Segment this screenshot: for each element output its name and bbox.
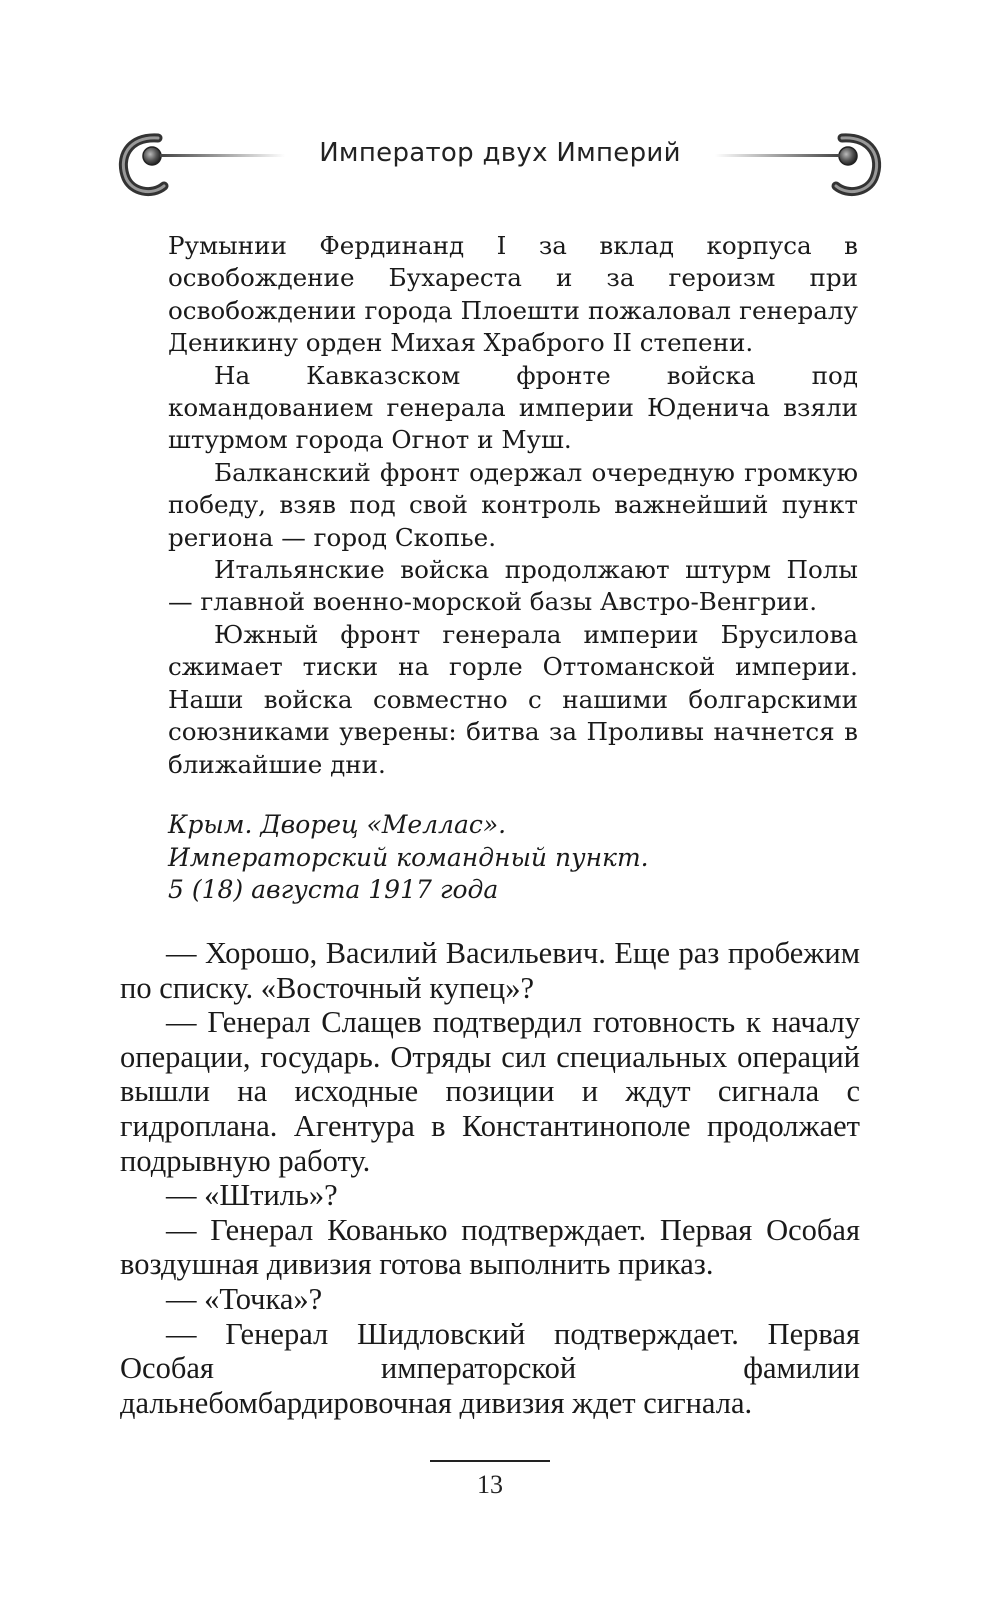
scroll-ornament-right-icon xyxy=(712,128,882,208)
bulletin-paragraph: Итальянские войска продолжают штурм Полы — главной военно-морской базы Австро-Венгрии. xyxy=(168,555,858,617)
scene-date: 5 (18) августа 1917 года xyxy=(168,875,499,904)
book-title: Император двух Империй xyxy=(319,138,681,168)
dialogue-line: — «Штиль»? xyxy=(166,1178,338,1213)
scene-heading xyxy=(168,809,868,907)
dialogue-line: — Генерал Шидловский подтверждает. Первая Особая императорской фамилии дальнебомбардировочная дивизия ждет сигнала. xyxy=(120,1316,860,1420)
page-number: 13 xyxy=(477,1470,503,1499)
footer-divider xyxy=(430,1460,550,1462)
dialogue-line: — Хорошо, Василий Васильевич. Еще раз пробежим по списку. «Восточный купец»? xyxy=(120,936,860,1005)
scene-subtitle: Императорский командный пункт. xyxy=(168,842,649,872)
dialogue-line: — Генерал Кованько подтверждает. Первая Особая воздушная дивизия готова выполнить приказ. xyxy=(120,1212,860,1282)
bulletin-paragraph: Южный фронт генерала империи Брусилова сжимает тиски на горле Оттоманской империи. Наши войска совместно с нашими болгарскими союзниками уверены: битва за Проливы начнется в ближайшие дни. xyxy=(168,619,858,779)
bulletin-paragraph: Балканский фронт одержал очередную громкую победу, взяв под свой контроль важнейший пункт региона — город Скопье. xyxy=(168,457,858,552)
dialogue-line: — «Точка»? xyxy=(166,1281,323,1316)
running-header xyxy=(0,128,1000,208)
bulletin-paragraph: На Кавказском фронте войска под командованием генерала империи Юденича взяли штурмом города Огнот и Муш. xyxy=(168,360,858,455)
dialogue-text xyxy=(120,936,860,1420)
dialogue-line: — Генерал Слащев подтвердил готовность к началу операции, государь. Отряды сил специальных операций вышли на исходные позиции и ждут сигнала с гидроплана. Агентура в Константинополе продолжает подрывную работу. xyxy=(120,1005,860,1178)
scene-location: Крым. Дворец «Меллас». xyxy=(168,810,507,839)
news-bulletin xyxy=(168,230,858,781)
bulletin-paragraph: Румынии Фердинанд I за вклад корпуса в освобождение Бухареста и за героизм при освобождении города Плоешти пожаловал генералу Деникину орден Михая Храброго II степени. xyxy=(168,231,858,358)
